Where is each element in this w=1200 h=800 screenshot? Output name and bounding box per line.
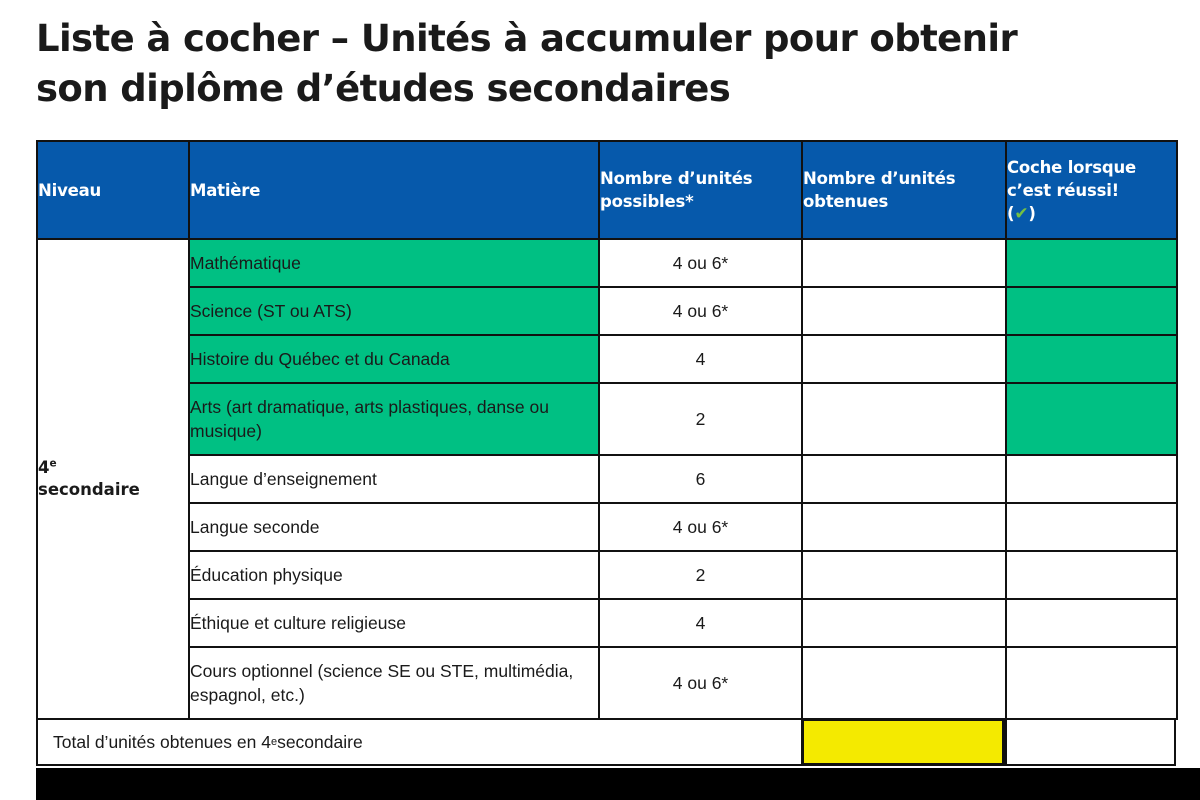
table-row [37, 239, 1177, 287]
cell-matiere: Arts (art dramatique, arts plastiques, danse ou musique) [189, 383, 599, 455]
paren-open: ( [1007, 203, 1015, 223]
cell-coche[interactable] [1006, 551, 1177, 599]
cell-unites-possibles: 2 [599, 551, 802, 599]
cell-unites-obtenues[interactable] [802, 647, 1006, 719]
column-header-unites-obtenues [802, 141, 1006, 239]
column-header-unites-obtenues-line-1: Nombre d’unités [803, 169, 956, 188]
cell-unites-possibles: 4 [599, 335, 802, 383]
page-title [36, 14, 1166, 114]
cell-coche[interactable] [1006, 383, 1177, 455]
table-row [37, 503, 1177, 551]
column-header-unites-obtenues-line-2: obtenues [803, 192, 889, 211]
table-row [37, 287, 1177, 335]
cell-unites-obtenues[interactable] [802, 599, 1006, 647]
cell-matiere: Langue seconde [189, 503, 599, 551]
cell-matiere: Mathématique [189, 239, 599, 287]
cell-matiere: Cours optionnel (science SE ou STE, multimédia, espagnol, etc.) [189, 647, 599, 719]
cell-coche[interactable] [1006, 647, 1177, 719]
bottom-black-bar [36, 768, 1200, 800]
column-header-coche-line-2: c’est réussi! [1007, 180, 1119, 200]
table-header [37, 141, 1177, 239]
table-row [37, 599, 1177, 647]
table-row [37, 647, 1177, 719]
table-row [37, 335, 1177, 383]
column-header-matiere [189, 141, 599, 239]
table-body [37, 239, 1177, 719]
table-row [37, 383, 1177, 455]
cell-matiere: Science (ST ou ATS) [189, 287, 599, 335]
check-mark-icon: ✔ [1014, 203, 1029, 224]
cell-matiere: Langue d’enseignement [189, 455, 599, 503]
niveau-number: 4 [38, 458, 50, 477]
cell-unites-obtenues[interactable] [802, 383, 1006, 455]
cell-matiere: Éthique et culture religieuse [189, 599, 599, 647]
cell-unites-possibles: 4 [599, 599, 802, 647]
column-header-coche [1006, 141, 1177, 239]
column-header-niveau [37, 141, 189, 239]
units-checklist-table-wrapper [36, 140, 1176, 720]
niveau-label: secondaire [38, 480, 140, 499]
cell-coche[interactable] [1006, 335, 1177, 383]
cell-matiere: Éducation physique [189, 551, 599, 599]
total-row [36, 718, 1176, 766]
cell-unites-possibles: 4 ou 6* [599, 239, 802, 287]
column-header-unites-possibles-line-2: possibles* [600, 192, 694, 211]
column-header-matiere-label: Matière [190, 180, 261, 200]
page-title-line-2: son diplôme d’études secondaires [36, 67, 731, 110]
column-header-unites-possibles-line-1: Nombre d’unités [600, 169, 753, 188]
cell-unites-obtenues[interactable] [802, 455, 1006, 503]
cell-unites-obtenues[interactable] [802, 287, 1006, 335]
total-units-input[interactable] [801, 718, 1005, 766]
cell-unites-possibles: 2 [599, 383, 802, 455]
total-row-wrapper [36, 718, 1176, 766]
cell-unites-obtenues[interactable] [802, 503, 1006, 551]
cell-niveau [37, 239, 189, 719]
cell-unites-possibles: 4 ou 6* [599, 647, 802, 719]
column-header-coche-line-1: Coche lorsque [1007, 157, 1137, 177]
cell-matiere: Histoire du Québec et du Canada [189, 335, 599, 383]
table-row [37, 551, 1177, 599]
cell-unites-possibles: 4 ou 6* [599, 503, 802, 551]
units-checklist-table [36, 140, 1178, 720]
total-row-label: Total d’unités obtenues en 4 e secondaire [53, 731, 363, 752]
table-row [37, 455, 1177, 503]
cell-unites-obtenues[interactable] [802, 239, 1006, 287]
cell-coche[interactable] [1006, 503, 1177, 551]
column-header-niveau-label: Niveau [38, 180, 102, 200]
cell-unites-possibles: 4 ou 6* [599, 287, 802, 335]
cell-unites-obtenues[interactable] [802, 551, 1006, 599]
column-header-coche-line-3 [1007, 202, 1176, 225]
niveau-ordinal-suffix: e [49, 457, 57, 470]
cell-unites-obtenues[interactable] [802, 335, 1006, 383]
cell-coche[interactable] [1006, 599, 1177, 647]
cell-unites-possibles: 6 [599, 455, 802, 503]
total-label-after: secondaire [277, 731, 363, 752]
total-label-before: Total d’unités obtenues en 4 [53, 731, 271, 752]
paren-close: ) [1028, 203, 1036, 223]
cell-coche[interactable] [1006, 239, 1177, 287]
column-header-unites-possibles [599, 141, 802, 239]
total-row-divider [1005, 718, 1007, 766]
cell-coche[interactable] [1006, 287, 1177, 335]
page-title-line-1: Liste à cocher – Unités à accumuler pour obtenir [36, 17, 1018, 60]
cell-coche[interactable] [1006, 455, 1177, 503]
table-header-row [37, 141, 1177, 239]
